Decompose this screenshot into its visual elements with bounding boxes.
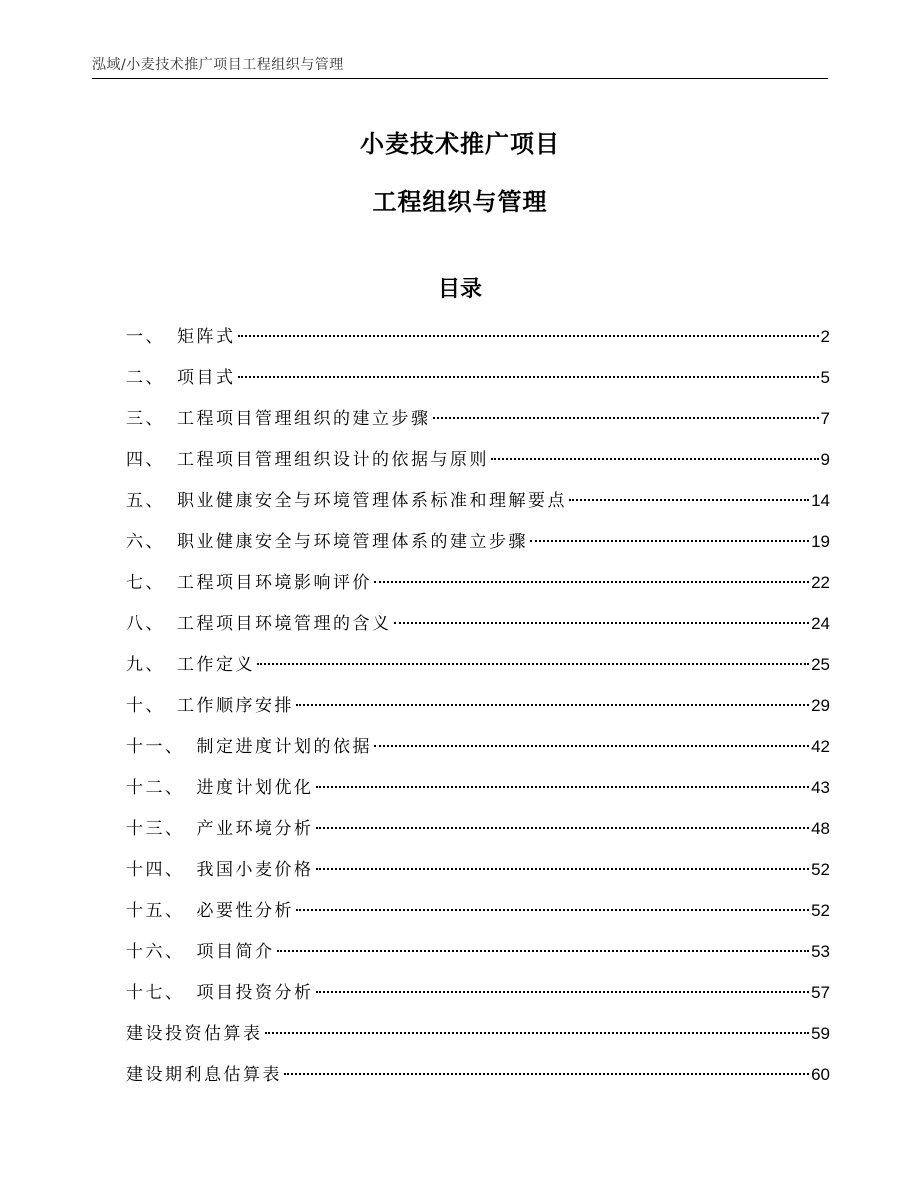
toc-entry-page: 43 [811,778,830,797]
toc-entry[interactable] [126,937,830,978]
toc-entry-page: 25 [811,655,830,674]
toc-entry-page: 57 [811,983,830,1002]
toc-entry-label: 进度计划优化 [196,778,314,798]
toc-entry-page: 59 [811,1024,830,1043]
toc-dot-leader [374,581,809,583]
toc-dot-leader [277,950,810,952]
toc-entry[interactable] [126,486,830,527]
toc-entry-label: 工程项目管理组织的建立步骤 [177,409,431,429]
toc-entry[interactable] [126,691,830,732]
toc-entry[interactable] [126,855,830,896]
toc-entry-page: 60 [811,1065,830,1084]
toc-dot-leader [374,745,809,747]
running-header: 泓域/小麦技术推广项目工程组织与管理 [92,57,344,73]
toc-entry-page: 22 [811,573,830,592]
toc-entry-page: 2 [820,327,830,346]
toc-entry-number: 十、 [126,696,165,716]
toc-entry[interactable] [126,1019,830,1060]
toc-entry[interactable] [126,609,830,650]
toc-entry-label: 工作顺序安排 [177,696,294,716]
toc-dot-leader [238,376,819,378]
toc-entry-label: 工程项目环境影响评价 [177,573,372,593]
toc-dot-leader [296,909,809,911]
toc-dot-leader [569,499,809,501]
toc-entry-page: 42 [811,737,830,756]
toc-entry-label: 职业健康安全与环境管理体系的建立步骤 [177,532,528,552]
toc-dot-leader [491,458,819,460]
toc-entry-label: 工作定义 [177,655,255,675]
header-divider [92,78,828,79]
toc-entry-label: 产业环境分析 [196,819,314,839]
toc-entry-page: 48 [811,819,830,838]
toc-entry-label: 职业健康安全与环境管理体系标准和理解要点 [177,491,567,511]
table-of-contents [126,322,830,1101]
toc-entry-number: 三、 [126,409,165,429]
toc-entry[interactable] [126,322,830,363]
toc-entry-number: 十六、 [126,942,185,962]
toc-heading: 目录 [437,277,482,302]
toc-entry-number: 一、 [126,327,165,347]
toc-entry[interactable] [126,732,830,773]
toc-entry-label: 工程项目管理组织设计的依据与原则 [177,450,489,470]
toc-entry[interactable] [126,773,830,814]
toc-entry[interactable] [126,445,830,486]
toc-entry[interactable] [126,650,830,691]
toc-entry-page: 29 [811,696,830,715]
toc-dot-leader [296,704,809,706]
toc-entry-number: 九、 [126,655,165,675]
toc-dot-leader [530,540,809,542]
toc-entry-label: 工程项目环境管理的含义 [177,614,392,634]
toc-entry-number: 十一、 [126,737,185,757]
toc-dot-leader [265,1032,810,1034]
toc-entry-number: 十七、 [126,983,185,1003]
toc-entry-label: 建设期利息估算表 [126,1065,282,1085]
toc-entry-label: 项目投资分析 [196,983,314,1003]
toc-dot-leader [238,335,819,337]
toc-entry-page: 19 [811,532,830,551]
toc-dot-leader [316,991,810,993]
toc-dot-leader [394,622,810,624]
toc-entry-number: 六、 [126,532,165,552]
toc-entry-number: 十二、 [126,778,185,798]
toc-entry-page: 53 [811,942,830,961]
toc-entry[interactable] [126,404,830,445]
toc-entry-page: 9 [820,450,830,469]
toc-dot-leader [257,663,809,665]
document-title-line-2: 工程组织与管理 [372,188,548,216]
toc-dot-leader [316,827,810,829]
toc-dot-leader [316,868,810,870]
toc-entry-page: 52 [811,860,830,879]
toc-dot-leader [433,417,819,419]
toc-entry-page: 5 [820,368,830,387]
toc-entry-number: 七、 [126,573,165,593]
toc-entry-number: 八、 [126,614,165,634]
toc-entry-number: 十三、 [126,819,185,839]
toc-entry[interactable] [126,1060,830,1101]
toc-dot-leader [316,786,810,788]
toc-entry-label: 项目式 [177,368,236,388]
toc-entry[interactable] [126,363,830,404]
toc-entry-number: 十四、 [126,860,185,880]
toc-entry-page: 52 [811,901,830,920]
toc-entry-label: 项目简介 [196,942,275,962]
toc-entry-label: 制定进度计划的依据 [196,737,372,757]
toc-entry-label: 必要性分析 [196,901,294,921]
toc-entry-label: 矩阵式 [177,327,236,347]
toc-entry[interactable] [126,527,830,568]
toc-dot-leader [284,1073,809,1075]
toc-entry-number: 五、 [126,491,165,511]
toc-entry[interactable] [126,814,830,855]
toc-entry[interactable] [126,978,830,1019]
toc-entry[interactable] [126,896,830,937]
document-title-line-1: 小麦技术推广项目 [360,130,560,158]
toc-entry-page: 14 [811,491,830,510]
toc-entry-number: 四、 [126,450,165,470]
toc-entry-number: 二、 [126,368,165,388]
toc-entry-label: 建设投资估算表 [126,1024,263,1044]
toc-entry-number: 十五、 [126,901,185,921]
toc-entry-label: 我国小麦价格 [196,860,314,880]
toc-entry-page: 7 [820,409,830,428]
toc-entry[interactable] [126,568,830,609]
toc-entry-page: 24 [811,614,830,633]
